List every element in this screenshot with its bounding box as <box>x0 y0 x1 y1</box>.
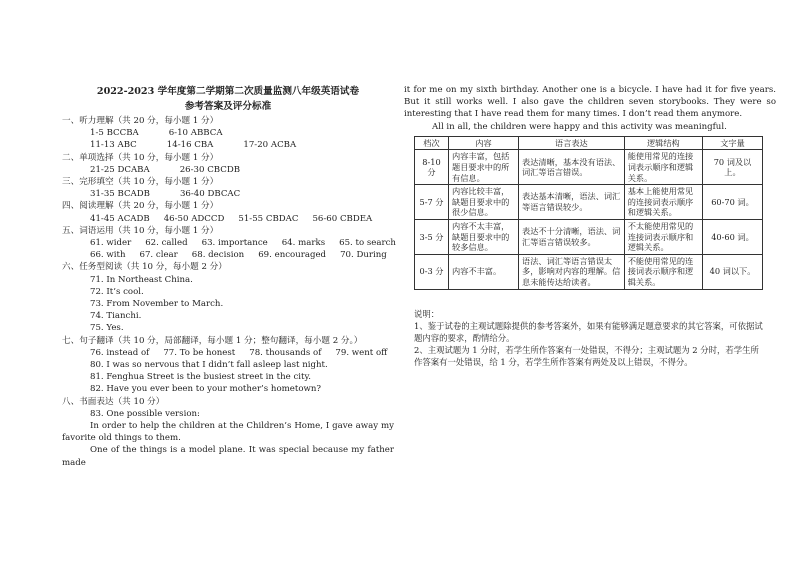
rubric-row <box>415 219 763 254</box>
rubric-cell-language: 表达基本清晰，语法、词汇等语言错误较少。 <box>519 185 625 220</box>
note-item-2: 2、主观试题为 1 分时，若学生所作答案有一处错误，不得分；主观试题为 2 分时，若学生所作答案有一处错误，给 1 分，若学生所作答案有两处及以上错误，不得分。 <box>414 344 759 367</box>
answer-item: 77. To be honest <box>163 347 236 358</box>
answer-line <box>62 359 394 371</box>
answer-item: 75. Yes. <box>90 323 124 334</box>
answer-item: 74. Tianchi. <box>90 311 142 322</box>
essay-paragraph: In order to help the children at the Children’s Home, I gave away my favorite old things to them. <box>62 421 394 444</box>
essay-sample-start <box>62 420 394 469</box>
essay-conclusion: All in all, the children were happy and this activity was meaningful. <box>432 121 727 132</box>
rubric-header-row <box>415 136 763 150</box>
rubric-cell-score: 0-3 分 <box>415 254 449 289</box>
answer-line <box>62 139 394 151</box>
answer-item: 41-45 ACADB <box>90 213 150 224</box>
rubric-cell-content: 内容不太丰富，缺题目要求中的较多信息。 <box>449 219 519 254</box>
answer-line <box>62 213 394 225</box>
answer-item: 69. encouraged <box>258 250 327 261</box>
right-column <box>404 84 776 368</box>
rubric-cell-words: 60-70 词。 <box>703 185 763 220</box>
rubric-cell-language: 表达清晰，基本没有语法、词汇等语言错误。 <box>519 150 625 185</box>
answer-item: 65. to search <box>339 238 396 249</box>
document-title: 2022-2023 学年度第二学期第二次质量监测八年级英语试卷 <box>96 86 360 97</box>
rubric-cell-language: 语法、词汇等语言错误太多，影响对内容的理解。信息未能传达给读者。 <box>519 254 625 289</box>
essay-paragraph: One of the things is a model plane. It was special because my father made <box>62 445 394 468</box>
answer-line <box>62 188 394 200</box>
answer-item: 61. wider <box>90 238 132 249</box>
answer-item: 82. Have you ever been to your mother’s hometown? <box>90 384 321 395</box>
section-heading: 四、阅读理解（共 20 分，每小题 1 分） <box>62 201 219 212</box>
rubric-header-logic: 逻辑结构 <box>624 136 702 150</box>
answer-line <box>62 408 394 420</box>
rubric-header-level: 档次 <box>415 136 449 150</box>
rubric-cell-content: 内容比较丰富，缺题目要求中的很少信息。 <box>449 185 519 220</box>
answer-item: 56-60 CBDEA <box>312 213 373 224</box>
answer-item: 17-20 ACBA <box>243 140 297 151</box>
answer-item: 51-55 CBDAC <box>238 213 299 224</box>
section-heading: 二、单项选择（共 10 分，每小题 1 分） <box>62 152 219 163</box>
notes-label: 说明： <box>414 308 440 319</box>
answer-item: 46-50 ADCCD <box>163 213 225 224</box>
rubric-cell-content: 内容不丰富。 <box>449 254 519 289</box>
rubric-row <box>415 150 763 185</box>
left-column <box>62 84 394 469</box>
answer-line <box>62 371 394 383</box>
answer-item: 72. It’s cool. <box>90 286 144 297</box>
section-heading: 五、词语运用（共 10 分，每小题 1 分） <box>62 225 219 236</box>
rubric-row <box>415 185 763 220</box>
answer-item: 73. From November to March. <box>90 299 224 310</box>
answer-line <box>62 249 394 261</box>
answer-item: 70. During <box>340 250 387 261</box>
document-subtitle: 参考答案及评分标准 <box>184 101 272 112</box>
rubric-cell-logic: 能使用常见的连接词表示顺序和逻辑关系。 <box>624 150 702 185</box>
answer-item: 21-25 DCABA <box>90 164 150 175</box>
rubric-cell-words: 40 词以下。 <box>703 254 763 289</box>
rubric-header-content: 内容 <box>449 136 519 150</box>
rubric-row <box>415 254 763 289</box>
answer-item: 78. thousands of <box>249 347 322 358</box>
answer-item: 83. One possible version: <box>90 408 200 419</box>
answer-item: 36-40 DBCAC <box>179 189 241 200</box>
answer-item: 62. called <box>145 238 188 249</box>
section-heading: 七、句子翻译（共 10 分，局部翻译，每小题 1 分；整句翻译，每小题 2 分。） <box>62 335 363 346</box>
answer-item: 31-35 BCADB <box>90 189 150 200</box>
rubric-cell-score: 8-10 分 <box>415 150 449 185</box>
section-heading: 三、完形填空（共 10 分，每小题 1 分） <box>62 177 219 188</box>
answer-item: 76. instead of <box>90 347 150 358</box>
answer-line <box>62 322 394 334</box>
answer-item: 14-16 CBA <box>166 140 214 151</box>
section-heading: 六、任务型阅读（共 10 分，每小题 2 分） <box>62 262 227 273</box>
rubric-cell-logic: 不太能使用常见的连接词表示顺序和逻辑关系。 <box>624 219 702 254</box>
answer-item: 79. went off <box>335 347 388 358</box>
rubric-cell-logic: 不能使用常见的连接词表示顺序和逻辑关系。 <box>624 254 702 289</box>
rubric-header-wordcount: 文字量 <box>703 136 763 150</box>
section-heading: 八、书面表达（共 10 分） <box>62 396 165 407</box>
notes <box>414 308 764 368</box>
answer-item: 63. importance <box>201 238 268 249</box>
answer-line <box>62 164 394 176</box>
answer-item: 6-10 ABBCA <box>168 128 223 139</box>
answer-line <box>62 310 394 322</box>
answer-item: 81. Fenghua Street is the busiest street in the city. <box>90 372 311 383</box>
scoring-rubric-table <box>414 136 763 290</box>
answer-line <box>62 237 394 249</box>
rubric-header-language: 语言表达 <box>519 136 625 150</box>
answer-item: 1-5 BCCBA <box>90 128 139 139</box>
essay-continuation: it for me on my sixth birthday. Another one is a bicycle. I have had it for five years. But it still works well. I also gave the children seven storybooks. They were so interesting that I have read them for many times. I don’t read them anymore. <box>404 85 776 120</box>
answer-line <box>62 127 394 139</box>
answer-item: 71. In Northeast China. <box>90 274 193 285</box>
answer-item: 67. clear <box>139 250 178 261</box>
rubric-cell-score: 5-7 分 <box>415 185 449 220</box>
answer-line <box>62 274 394 286</box>
rubric-cell-words: 70 词及以上。 <box>703 150 763 185</box>
answer-item: 26-30 CBCDB <box>179 164 241 175</box>
answer-item: 66. with <box>90 250 126 261</box>
answer-line <box>62 298 394 310</box>
rubric-cell-score: 3-5 分 <box>415 219 449 254</box>
section-heading: 一、听力理解（共 20 分，每小题 1 分） <box>62 116 219 126</box>
answer-line <box>62 286 394 298</box>
answer-item: 11-13 ABC <box>90 140 137 151</box>
note-item-1: 1、鉴于试卷的主观试题除提供的参考答案外，如果有能够满足题意要求的其它答案，可依据试题内容的要求，酌情给分。 <box>414 320 763 343</box>
rubric-cell-words: 40-60 词。 <box>703 219 763 254</box>
rubric-cell-logic: 基本上能使用常见的连接词表示顺序和逻辑关系。 <box>624 185 702 220</box>
rubric-cell-content: 内容丰富，包括题目要求中的所有信息。 <box>449 150 519 185</box>
answer-sections <box>62 115 394 420</box>
answer-item: 80. I was so nervous that I didn’t fall asleep last night. <box>90 360 328 371</box>
answer-item: 64. marks <box>281 238 326 249</box>
answer-line <box>62 383 394 395</box>
answer-item: 68. decision <box>191 250 245 261</box>
rubric-cell-language: 表达不十分清晰，语法、词汇等语言错误较多。 <box>519 219 625 254</box>
answer-line <box>62 347 394 359</box>
